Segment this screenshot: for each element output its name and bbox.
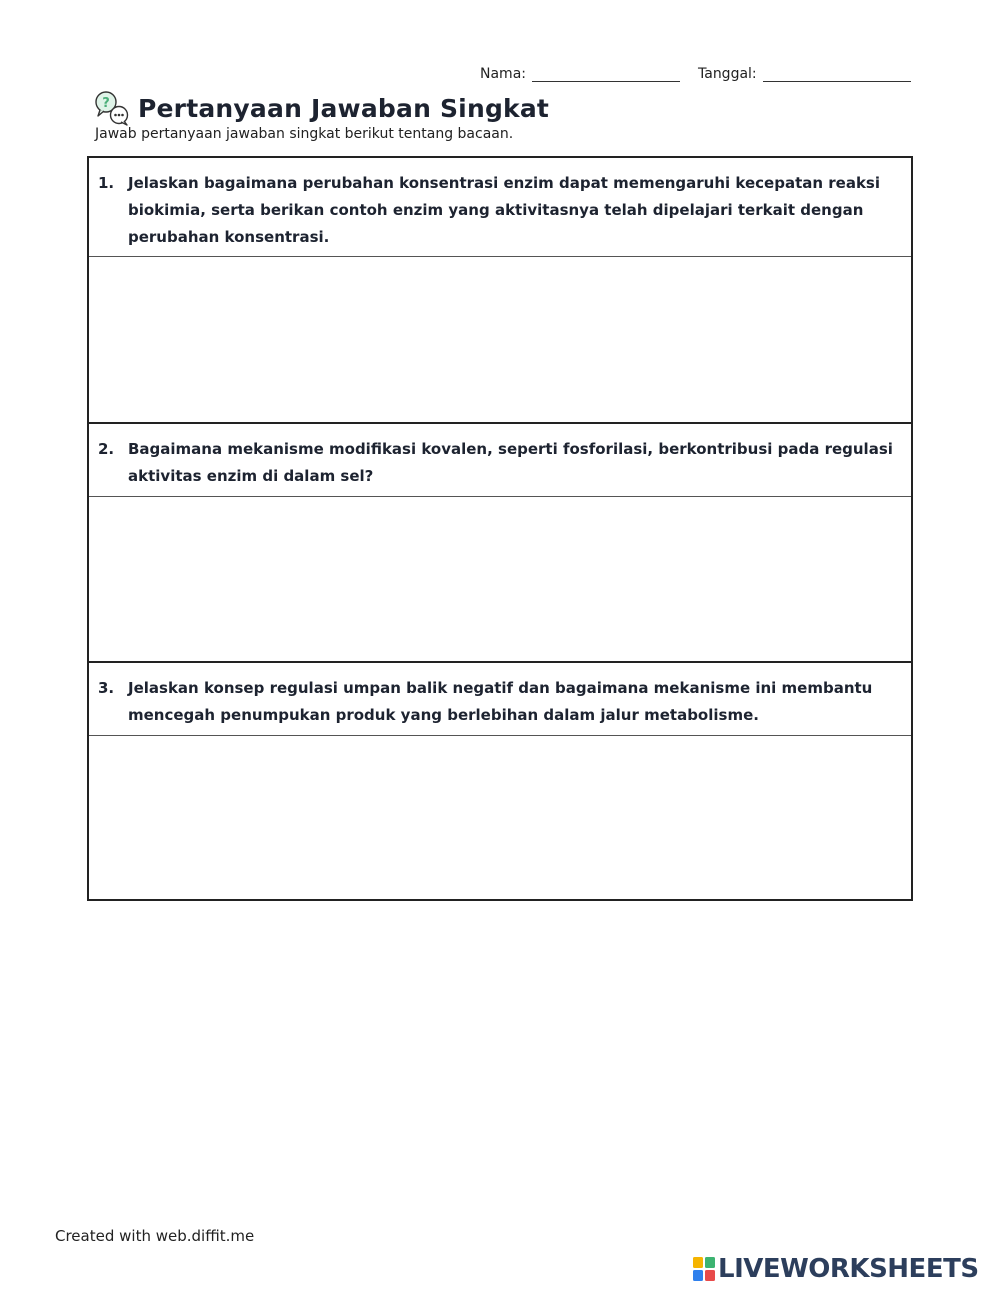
question-number: 1. (98, 174, 115, 192)
brand-name: LIVEWORKSHEETS (718, 1254, 979, 1284)
question-number: 3. (98, 679, 115, 697)
date-field (698, 66, 911, 82)
question-text: Jelaskan bagaimana perubahan konsentrasi enzim dapat memengaruhi kecepatan reaksi biokimia, serta berikan contoh enzim yang aktivitasnya telah dipelajari terkait dengan perubahan konsentrasi. (128, 174, 880, 246)
brand-logo[interactable] (692, 1252, 979, 1286)
worksheet-instructions: Jawab pertanyaan jawaban singkat berikut tentang bacaan. (95, 126, 514, 142)
question-3 (89, 663, 911, 736)
question-text: Bagaimana mekanisme modifikasi kovalen, seperti fosforilasi, berkontribusi pada regulasi aktivitas enzim di dalam sel? (128, 440, 893, 485)
footer-credit: Created with web.diffit.me (55, 1227, 255, 1245)
question-number: 2. (98, 440, 115, 458)
question-1 (89, 158, 911, 257)
question-text: Jelaskan konsep regulasi umpan balik negatif dan bagaimana mekanisme ini membantu mencegah penumpukan produk yang berlebihan dalam jalur metabolisme. (128, 679, 873, 724)
name-label: Nama: (480, 66, 526, 82)
name-line[interactable] (532, 67, 680, 82)
question-chat-icon (94, 90, 130, 126)
title-row (94, 88, 549, 128)
worksheet-title: Pertanyaan Jawaban Singkat (138, 93, 550, 123)
header-fields (480, 66, 914, 86)
answer-area-2[interactable] (89, 497, 911, 662)
name-field (480, 66, 680, 82)
date-label: Tanggal: (698, 66, 757, 82)
question-block-2 (89, 424, 911, 662)
question-2 (89, 424, 911, 497)
answer-area-1[interactable] (89, 257, 911, 423)
liveworksheets-logo-icon (692, 1256, 716, 1282)
question-table (87, 156, 913, 901)
answer-area-3[interactable] (89, 736, 911, 899)
question-block-3 (89, 663, 911, 899)
question-block-1 (89, 158, 911, 423)
svg-text:?: ? (102, 96, 110, 111)
date-line[interactable] (763, 67, 911, 82)
